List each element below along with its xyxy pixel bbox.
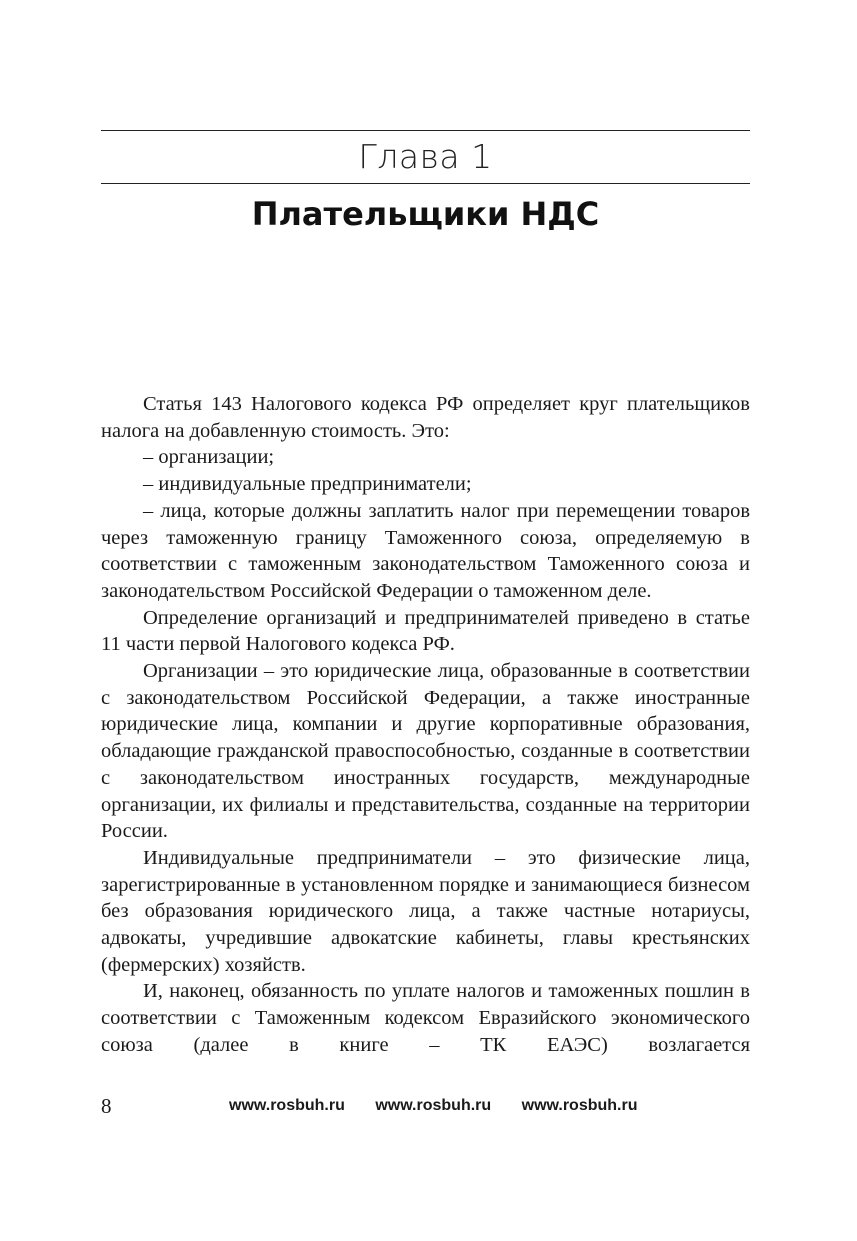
page-footer — [101, 1093, 750, 1119]
list-item: – индивидуальные предприниматели; — [143, 473, 472, 496]
footer-links — [229, 1095, 637, 1117]
body-text — [101, 391, 750, 1059]
chapter-bottom-rule — [101, 183, 750, 184]
chapter-top-rule — [101, 130, 750, 131]
footer-link[interactable]: www.rosbuh.ru — [229, 1097, 345, 1114]
paragraph: Определение организаций и предпринимателей приведено в статье 11 части первой Налогового кодекса РФ. — [101, 606, 750, 656]
list-item: – лица, которые должны заплатить налог при перемещении товаров через таможенную границу Таможенного союза, определяемую в соответствии с таможенным законодательством Таможенного союза и законодательством Российской Федерации о таможенном деле. — [101, 499, 750, 602]
paragraph: Статья 143 Налогового кодекса РФ определяет круг плательщиков налога на добавленную стоимость. Это: — [101, 393, 750, 442]
footer-link[interactable]: www.rosbuh.ru — [521, 1097, 638, 1114]
paragraph: И, наконец, обязанность по уплате налогов и таможенных пошлин в соответствии с Таможенным кодексом Евразийского экономического союза (далее в книге – ТК ЕАЭС) возлагается — [101, 980, 750, 1056]
page-number: 8 — [101, 1094, 112, 1118]
chapter-title: Плательщики НДС — [251, 195, 600, 233]
paragraph: Индивидуальные предприниматели – это физические лица, зарегистрированные в установленном порядке и занимающиеся бизнесом без образования юридического лица, а также частные нотариусы, адвокаты, учредившие адвокатские кабинеты, главы крестьянских (фермерских) хозяйств. — [101, 846, 750, 976]
chapter-label: Глава 1 — [358, 137, 493, 176]
paragraph: Организации – это юридические лица, образованные в соответствии с законодательством Российской Федерации, а также иностранные юридические лица, компании и другие корпоративные образования, обладающие гражданской правоспособностью, созданные в соответствии с законодательством иностранных государств, международные организации, их филиалы и представительства, созданные на территории России. — [101, 660, 750, 843]
list-item: – организации; — [143, 446, 275, 469]
footer-link[interactable]: www.rosbuh.ru — [375, 1097, 492, 1114]
